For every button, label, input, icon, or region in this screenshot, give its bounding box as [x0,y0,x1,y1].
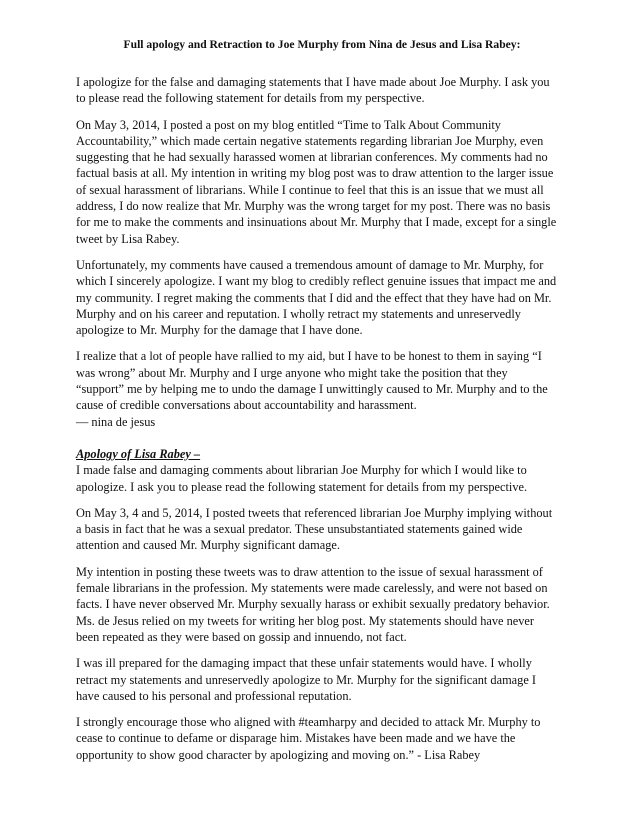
lisa-paragraph-1 [76,446,568,495]
text-line: retract my statements and unreservedly apologize to Mr. Murphy for the significant damage I [76,672,537,687]
lisa-paragraph-2 [76,505,568,554]
text-line: of sexual harassment of librarians. While I continue to feel that this is an issue that we must all [76,182,544,197]
text-line: for me to make the comments and insinuations about Mr. Murphy that I made, except for a single [76,215,557,230]
text-line: have caused to his personal and professional reputation. [76,688,352,703]
text-line: attention and caused Mr. Murphy significant damage. [76,538,340,553]
text-line: address, I do now realize that Mr. Murphy was the wrong target for my post. There was no basis [76,199,551,214]
nina-paragraph-4 [76,348,568,429]
nina-paragraph-1 [76,74,568,107]
nina-signature: — nina de jesus [76,414,156,429]
text-line: apologize. I ask you to please read the following statement for details from my perspective. [76,479,528,494]
text-line: been repeated as they were based on gossip and innuendo, not fact. [76,629,407,644]
text-line: to please read the following statement for details from my perspective. [76,91,425,106]
text-line: My intention in posting these tweets was to draw attention to the issue of sexual harassment of [76,564,543,579]
text-line: Unfortunately, my comments have caused a tremendous amount of damage to Mr. Murphy, for [76,257,544,272]
text-line: was wrong” about Mr. Murphy and I urge anyone who might take the position that they [76,365,508,380]
lisa-paragraph-4 [76,655,568,704]
text-line: a basis in fact that he was a sexual predator. These unsubstantiated statements gained wide [76,522,523,537]
nina-paragraph-3 [76,257,568,338]
text-line: factual basis at all. My intention in writing my blog post was to draw attention to the larger issue [76,166,554,181]
text-line: I realize that a lot of people have rallied to my aid, but I have to be honest to them in saying “I [76,349,542,364]
text-line: Murphy and on his career and reputation. I wholly retract my statements and unreservedly [76,306,521,321]
text-line: I apologize for the false and damaging statements that I have made about Joe Murphy. I ask you [76,75,550,89]
text-line: I strongly encourage those who aligned with #teamharpy and decided to attack Mr. Murphy to [76,715,541,730]
nina-paragraph-2 [76,117,568,247]
text-line: my community. I regret making the comments that I did and the effect that they have had on Mr. [76,290,552,305]
text-line: apologize to Mr. Murphy for the damage that I have done. [76,323,363,338]
text-line: I was ill prepared for the damaging impact that these unfair statements would have. I wholly [76,656,532,671]
document-title: Full apology and Retraction to Joe Murphy from Nina de Jesus and Lisa Rabey: [123,38,521,51]
lisa-paragraph-3 [76,564,568,645]
text-line: female librarians in the profession. My statements were made carelessly, and were not based on [76,581,548,596]
text-line: which I sincerely apologize. I want my blog to credibly reflect genuine issues that impact me and [76,274,557,289]
text-line: tweet by Lisa Rabey. [76,231,180,246]
text-line: suggesting that he had sexually harassed women at librarian conferences. My comments had no [76,150,548,165]
text-line: “support” me by helping me to undo the damage I unwittingly caused to Mr. Murphy and to the [76,382,548,397]
lisa-paragraph-5 [76,714,568,763]
text-line: Ms. de Jesus relied on my tweets for writing her blog post. My statements should have never [76,613,535,628]
text-line: cause of credible conversations about accountability and harassment. [76,398,417,413]
text-line: cease to continue to defame or disparage him. Mistakes have been made and we have the [76,731,516,746]
text-line: Accountability,” which made certain negative statements regarding librarian Joe Murphy, even [76,133,544,148]
text-line: opportunity to show good character by apologizing and moving on.” - Lisa Rabey [76,747,481,762]
document-page [76,38,568,773]
text-line: On May 3, 2014, I posted a post on my blog entitled “Time to Talk About Community [76,117,501,132]
text-line: facts. I have never observed Mr. Murphy sexually harass or exhibit sexually predatory behavior. [76,597,550,612]
lisa-heading: Apology of Lisa Rabey – [76,446,201,461]
text-line: I made false and damaging comments about librarian Joe Murphy for which I would like to [76,463,527,478]
text-line: On May 3, 4 and 5, 2014, I posted tweets that referenced librarian Joe Murphy implying without [76,505,553,520]
